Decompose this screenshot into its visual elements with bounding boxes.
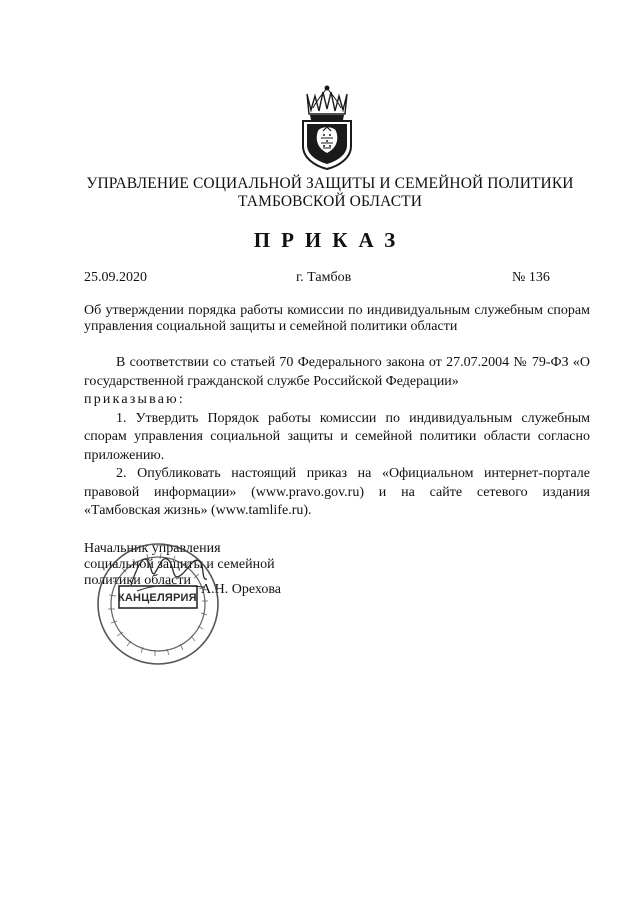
document-city: г. Тамбов bbox=[296, 270, 352, 285]
document-title: ПРИКАЗ bbox=[253, 228, 407, 252]
body-intro: В соответствии со статьей 70 Федерального закона от 27.07.2004 № 79-ФЗ «О государственной гражданской службе Российской Федерации» bbox=[84, 355, 590, 389]
document-date: 25.09.2020 bbox=[84, 270, 147, 285]
signature-position-line1: Начальник управления bbox=[84, 541, 221, 556]
tambov-coat-of-arms-icon bbox=[293, 84, 361, 170]
document-body bbox=[84, 354, 590, 521]
signer-name: А.Н. Орехова bbox=[201, 582, 281, 597]
body-order-word: приказываю: bbox=[84, 392, 185, 407]
document-number: № 136 bbox=[512, 270, 550, 285]
document-subject: Об утверждении порядка работы комиссии по индивидуальным служебным спорам управления социальной защиты и семейной политики области bbox=[84, 303, 590, 334]
stamp-label: КАНЦЕЛЯРИЯ bbox=[118, 592, 197, 604]
body-item-2: 2. Опубликовать настоящий приказ на «Официальном интернет-портале правовой информации» (www.pravo.gov.ru) и на сайте сетевого издания «Тамбовская жизнь» (www.tamlife.ru). bbox=[84, 466, 590, 518]
signature-position-line3: политики области bbox=[84, 573, 191, 588]
handwritten-signature bbox=[127, 545, 211, 597]
body-item-1: 1. Утвердить Порядок работы комиссии по индивидуальным служебным спорам управления социальной защиты и семейной политики области согласно приложению. bbox=[84, 410, 590, 463]
signature-position-line2: социальной защиты и семейной bbox=[84, 557, 275, 572]
department-name-line2: ТАМБОВСКОЙ ОБЛАСТИ bbox=[238, 193, 422, 210]
department-name-line1: УПРАВЛЕНИЕ СОЦИАЛЬНОЙ ЗАЩИТЫ И СЕМЕЙНОЙ ПОЛИТИКИ bbox=[86, 175, 574, 192]
